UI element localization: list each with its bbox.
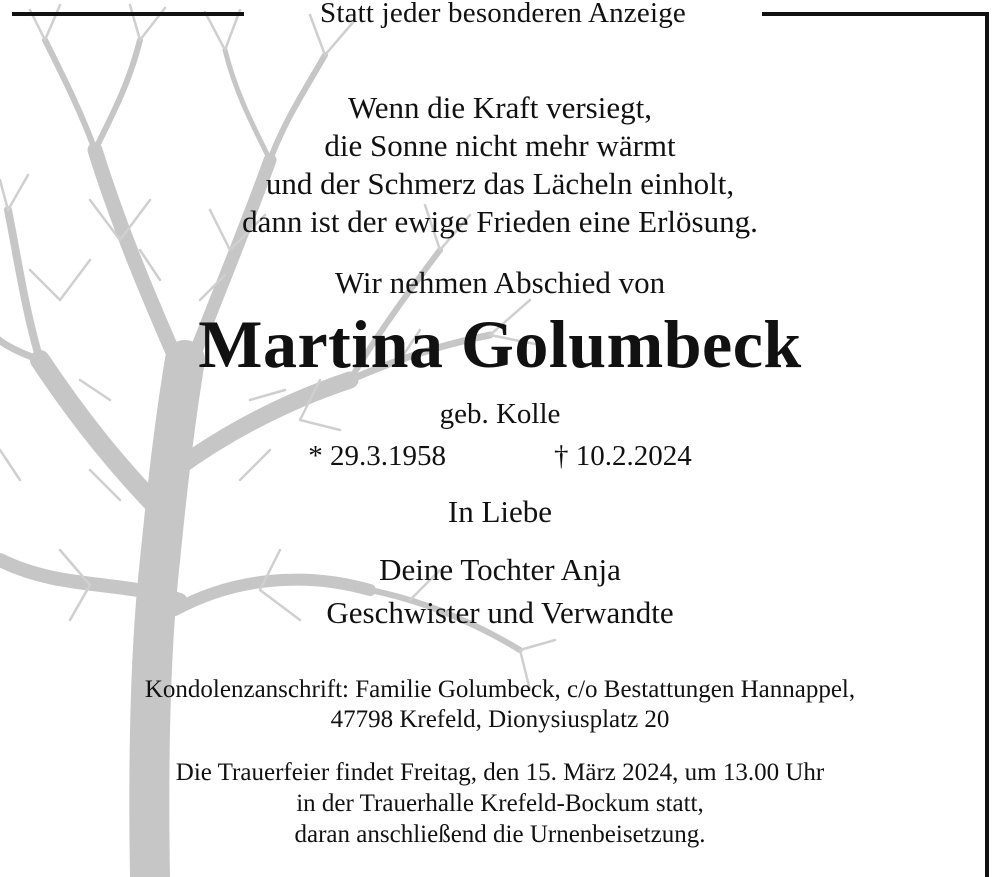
funeral-line-3: daran anschließend die Urnenbeisetzung.: [294, 821, 706, 848]
closing-line: In Liebe: [447, 494, 553, 529]
mourner-line-1: Deine Tochter Anja: [379, 552, 621, 587]
frame-border-top-left: [12, 12, 244, 16]
header-notice: Statt jeder besonderen Anzeige: [320, 0, 686, 29]
verse-line-1: Wenn die Kraft versiegt,: [348, 90, 652, 125]
verse-line-4: dann ist der ewige Frieden eine Erlösung.: [242, 204, 758, 239]
condolence-line-1: Kondolenzanschrift: Familie Golumbeck, c/o Bestattungen Hannappel,: [144, 676, 856, 703]
verse-line-2: die Sonne nicht mehr wärmt: [324, 128, 676, 163]
funeral-line-2: in der Trauerhalle Krefeld-Bockum statt,: [296, 790, 704, 817]
farewell-intro: Wir nehmen Abschied von: [334, 265, 666, 300]
birth-name: geb. Kolle: [439, 398, 561, 430]
birth-date: * 29.3.1958: [308, 440, 446, 472]
deceased-name: Martina Golumbeck: [198, 306, 802, 382]
verse-line-3: und der Schmerz das Lächeln einholt,: [265, 166, 735, 201]
condolence-line-2: 47798 Krefeld, Dionysiusplatz 20: [330, 706, 670, 733]
frame-border-top-right: [762, 12, 989, 16]
life-dates: [0, 438, 1000, 474]
death-date: † 10.2.2024: [554, 440, 692, 472]
funeral-line-1: Die Trauerfeier findet Freitag, den 15. März 2024, um 13.00 Uhr: [175, 759, 825, 786]
mourner-line-2: Geschwister und Verwandte: [326, 595, 674, 630]
